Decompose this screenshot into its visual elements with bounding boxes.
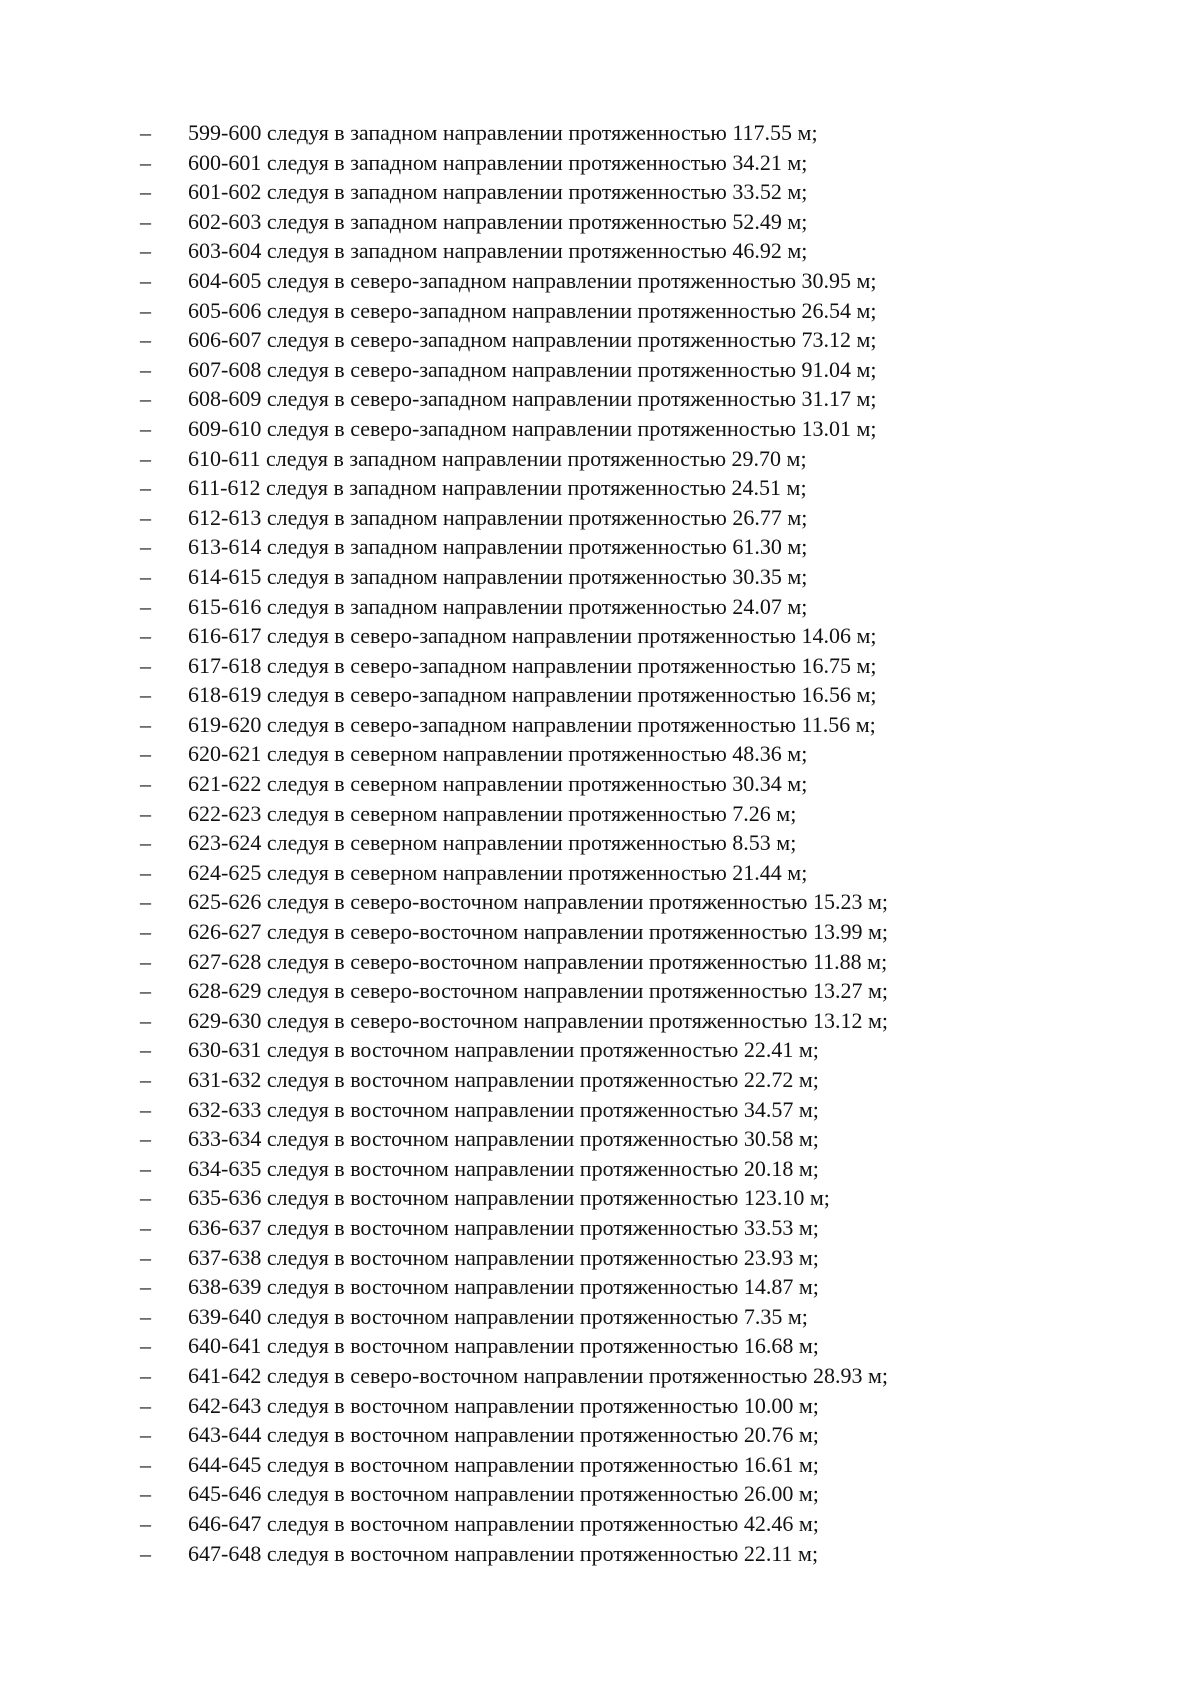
list-bullet: –: [140, 1392, 151, 1418]
list-bullet: –: [140, 267, 151, 293]
list-bullet: –: [140, 238, 151, 264]
list-item-text: 607-608 следуя в северо-западном направлении протяженностью 91.04 м;: [188, 356, 877, 382]
list-bullet: –: [140, 741, 151, 767]
list-bullet: –: [140, 327, 151, 353]
list-item: [140, 1006, 888, 1036]
list-item-text: 604-605 следуя в северо-западном направлении протяженностью 30.95 м;: [188, 267, 877, 293]
list-item: [140, 503, 888, 533]
list-item-text: 614-615 следуя в западном направлении протяженностью 30.35 м;: [188, 563, 808, 589]
list-bullet: –: [140, 1244, 151, 1270]
list-item: [140, 562, 888, 592]
list-item: [140, 1183, 888, 1213]
list-item: [140, 325, 888, 355]
list-bullet: –: [140, 1214, 151, 1240]
list-item-text: 605-606 следуя в северо-западном направлении протяженностью 26.54 м;: [188, 297, 877, 323]
list-item: [140, 592, 888, 622]
list-item: [140, 414, 888, 444]
list-item-text: 616-617 следуя в северо-западном направлении протяженностью 14.06 м;: [188, 623, 877, 649]
list-item-text: 643-644 следуя в восточном направлении протяженностью 20.76 м;: [188, 1422, 819, 1448]
list-bullet: –: [140, 948, 151, 974]
boundary-segment-list: [140, 118, 888, 1568]
list-item-text: 629-630 следуя в северо-восточном направлении протяженностью 13.12 м;: [188, 1007, 889, 1033]
list-item: [140, 621, 888, 651]
list-item: [140, 828, 888, 858]
list-item: [140, 444, 888, 474]
list-item-text: 624-625 следуя в северном направлении протяженностью 21.44 м;: [188, 859, 808, 885]
list-bullet: –: [140, 1451, 151, 1477]
list-bullet: –: [140, 415, 151, 441]
list-bullet: –: [140, 179, 151, 205]
list-item-text: 621-622 следуя в северном направлении протяженностью 30.34 м;: [188, 771, 808, 797]
list-item: [140, 1154, 888, 1184]
list-bullet: –: [140, 149, 151, 175]
list-item: [140, 1479, 888, 1509]
list-item: [140, 118, 888, 148]
list-item: [140, 473, 888, 503]
list-item-text: 630-631 следуя в восточном направлении протяженностью 22.41 м;: [188, 1037, 819, 1063]
list-bullet: –: [140, 1007, 151, 1033]
list-bullet: –: [140, 1037, 151, 1063]
list-bullet: –: [140, 593, 151, 619]
list-item-text: 599-600 следуя в западном направлении протяженностью 117.55 м;: [188, 120, 818, 145]
list-bullet: –: [140, 297, 151, 323]
list-item-text: 644-645 следуя в восточном направлении протяженностью 16.61 м;: [188, 1451, 819, 1477]
list-bullet: –: [140, 563, 151, 589]
list-item: [140, 976, 888, 1006]
list-item-text: 603-604 следуя в западном направлении протяженностью 46.92 м;: [188, 238, 808, 264]
list-bullet: –: [140, 1422, 151, 1448]
list-bullet: –: [140, 1303, 151, 1329]
list-bullet: –: [140, 1096, 151, 1122]
list-item-text: 638-639 следуя в восточном направлении протяженностью 14.87 м;: [188, 1274, 819, 1300]
list-item-text: 611-612 следуя в западном направлении протяженностью 24.51 м;: [188, 475, 807, 501]
list-item-text: 608-609 следуя в северо-западном направлении протяженностью 31.17 м;: [188, 386, 877, 412]
list-item: [140, 236, 888, 266]
list-item-text: 609-610 следуя в северо-западном направлении протяженностью 13.01 м;: [188, 415, 877, 441]
list-bullet: –: [140, 919, 151, 945]
list-bullet: –: [140, 978, 151, 1004]
list-bullet: –: [140, 356, 151, 382]
list-item-text: 623-624 следуя в северном направлении протяженностью 8.53 м;: [188, 830, 797, 856]
list-item-text: 600-601 следуя в западном направлении протяженностью 34.21 м;: [188, 149, 808, 175]
list-item-text: 637-638 следуя в восточном направлении протяженностью 23.93 м;: [188, 1244, 819, 1270]
list-item: [140, 1302, 888, 1332]
list-bullet: –: [140, 652, 151, 678]
list-item: [140, 532, 888, 562]
list-item-text: 631-632 следуя в восточном направлении протяженностью 22.72 м;: [188, 1067, 819, 1092]
list-bullet: –: [140, 1126, 151, 1152]
list-item: [140, 739, 888, 769]
list-item-text: 610-611 следуя в западном направлении протяженностью 29.70 м;: [188, 445, 807, 471]
list-bullet: –: [140, 1510, 151, 1536]
list-bullet: –: [140, 1274, 151, 1300]
list-item: [140, 148, 888, 178]
list-item-text: 617-618 следуя в северо-западном направлении протяженностью 16.75 м;: [188, 652, 877, 678]
list-item-text: 619-620 следуя в северо-западном направлении протяженностью 11.56 м;: [188, 711, 876, 737]
list-item: [140, 1035, 888, 1065]
list-item-text: 626-627 следуя в северо-восточном направлении протяженностью 13.99 м;: [188, 919, 889, 945]
list-item-text: 628-629 следуя в северо-восточном направлении протяженностью 13.27 м;: [188, 978, 889, 1004]
list-item: [140, 1420, 888, 1450]
list-item-text: 635-636 следуя в восточном направлении протяженностью 123.10 м;: [188, 1185, 830, 1211]
list-bullet: –: [140, 1185, 151, 1211]
list-item-text: 636-637 следуя в восточном направлении протяженностью 33.53 м;: [188, 1214, 819, 1240]
list-item: [140, 1272, 888, 1302]
list-item-text: 634-635 следуя в восточном направлении протяженностью 20.18 м;: [188, 1155, 819, 1181]
list-bullet: –: [140, 711, 151, 737]
list-item-text: 645-646 следуя в восточном направлении протяженностью 26.00 м;: [188, 1481, 819, 1507]
list-item: [140, 355, 888, 385]
list-item: [140, 858, 888, 888]
list-bullet: –: [140, 475, 151, 501]
list-item: [140, 1331, 888, 1361]
list-item-text: 646-647 следуя в восточном направлении протяженностью 42.46 м;: [188, 1510, 819, 1536]
list-item-text: 615-616 следуя в западном направлении протяженностью 24.07 м;: [188, 593, 808, 619]
list-item: [140, 266, 888, 296]
list-item-text: 633-634 следуя в восточном направлении протяженностью 30.58 м;: [188, 1126, 819, 1152]
list-bullet: –: [140, 682, 151, 708]
list-bullet: –: [140, 830, 151, 856]
list-item: [140, 1124, 888, 1154]
list-item-text: 639-640 следуя в восточном направлении протяженностью 7.35 м;: [188, 1303, 808, 1329]
list-item: [140, 207, 888, 237]
list-item: [140, 1095, 888, 1125]
list-item-text: 612-613 следуя в западном направлении протяженностью 26.77 м;: [188, 504, 808, 530]
list-bullet: –: [140, 771, 151, 797]
list-item-text: 640-641 следуя в восточном направлении протяженностью 16.68 м;: [188, 1333, 819, 1359]
list-item-text: 602-603 следуя в западном направлении протяженностью 52.49 м;: [188, 208, 808, 234]
list-bullet: –: [140, 120, 151, 145]
list-bullet: –: [140, 1067, 151, 1092]
list-item: [140, 947, 888, 977]
list-bullet: –: [140, 1333, 151, 1359]
list-item: [140, 651, 888, 681]
list-item-text: 601-602 следуя в западном направлении протяженностью 33.52 м;: [188, 179, 808, 205]
list-item: [140, 680, 888, 710]
list-bullet: –: [140, 534, 151, 560]
list-bullet: –: [140, 1155, 151, 1181]
list-item: [140, 917, 888, 947]
list-item-text: 618-619 следуя в северо-западном направлении протяженностью 16.56 м;: [188, 682, 877, 708]
list-item: [140, 384, 888, 414]
list-item: [140, 887, 888, 917]
list-item: [140, 1539, 888, 1569]
list-item: [140, 1450, 888, 1480]
list-bullet: –: [140, 386, 151, 412]
list-item: [140, 1065, 888, 1095]
list-item-text: 642-643 следуя в восточном направлении протяженностью 10.00 м;: [188, 1392, 819, 1418]
list-bullet: –: [140, 1481, 151, 1507]
list-item-text: 613-614 следуя в западном направлении протяженностью 61.30 м;: [188, 534, 808, 560]
list-item-text: 625-626 следуя в северо-восточном направлении протяженностью 15.23 м;: [188, 889, 889, 915]
list-item: [140, 1213, 888, 1243]
list-item: [140, 1391, 888, 1421]
list-item: [140, 177, 888, 207]
list-item-text: 622-623 следуя в северном направлении протяженностью 7.26 м;: [188, 800, 797, 826]
list-bullet: –: [140, 1540, 151, 1566]
list-item-text: 641-642 следуя в северо-восточном направлении протяженностью 28.93 м;: [188, 1362, 889, 1388]
list-bullet: –: [140, 889, 151, 915]
list-item: [140, 296, 888, 326]
list-bullet: –: [140, 504, 151, 530]
list-item-text: 620-621 следуя в северном направлении протяженностью 48.36 м;: [188, 741, 808, 767]
list-bullet: –: [140, 859, 151, 885]
list-bullet: –: [140, 623, 151, 649]
list-item-text: 647-648 следуя в восточном направлении протяженностью 22.11 м;: [188, 1540, 819, 1566]
list-item-text: 627-628 следуя в северо-восточном направлении протяженностью 11.88 м;: [188, 948, 888, 974]
list-item-text: 632-633 следуя в восточном направлении протяженностью 34.57 м;: [188, 1096, 819, 1122]
list-bullet: –: [140, 800, 151, 826]
list-item: [140, 710, 888, 740]
list-bullet: –: [140, 1362, 151, 1388]
list-item-text: 606-607 следуя в северо-западном направлении протяженностью 73.12 м;: [188, 327, 877, 353]
list-item: [140, 1361, 888, 1391]
list-item: [140, 769, 888, 799]
list-item: [140, 1243, 888, 1273]
list-bullet: –: [140, 445, 151, 471]
list-item: [140, 799, 888, 829]
list-bullet: –: [140, 208, 151, 234]
list-item: [140, 1509, 888, 1539]
